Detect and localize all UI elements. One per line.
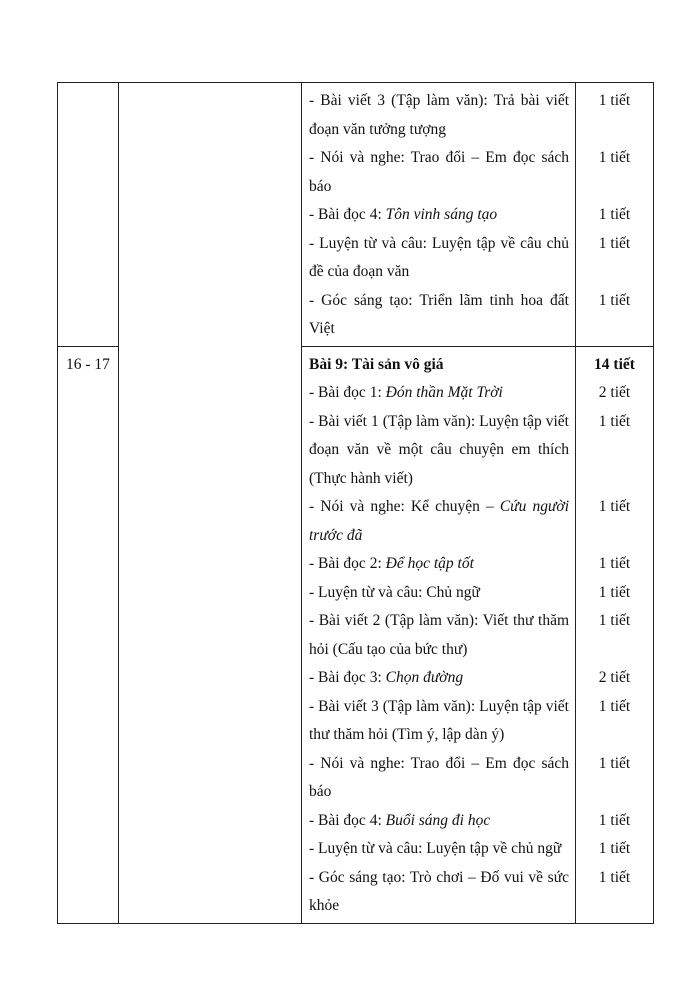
hours-value: 1 tiết xyxy=(598,754,631,772)
list-item: - Bài viết 3 (Tập làm văn): Trả bài viết đoạn văn tưởng tượng xyxy=(309,92,569,138)
week-cell xyxy=(58,83,119,347)
list-item: - Bài đọc 2: Để học tập tốt xyxy=(309,555,474,572)
table-row xyxy=(58,83,654,347)
hours-cell xyxy=(576,83,654,347)
hours-value: 1 tiết xyxy=(598,206,631,223)
list-item: - Bài đọc 4: Tôn vinh sáng tạo xyxy=(309,206,498,223)
list-item: - Bài đọc 4: Buổi sáng đi học xyxy=(309,811,491,829)
content-cell xyxy=(302,83,576,347)
hours-value: 1 tiết xyxy=(598,811,631,829)
content-cell xyxy=(302,346,576,923)
hours-value: 1 tiết xyxy=(598,92,631,109)
list-item: - Góc sáng tạo: Triển lãm tinh hoa đất Việt xyxy=(309,291,569,337)
list-item: - Bài viết 3 (Tập làm văn): Luyện tập viết thư thăm hỏi (Tìm ý, lập dàn ý) xyxy=(309,697,569,743)
hours-value: 1 tiết xyxy=(598,555,631,572)
hours-value: 1 tiết xyxy=(598,583,631,601)
hours-value: 1 tiết xyxy=(598,697,631,715)
hours-value: 2 tiết xyxy=(598,669,631,686)
heading-hours-value: 14 tiết xyxy=(594,355,635,373)
list-item: - Luyện từ và câu: Luyện tập về câu chủ đề của đoạn văn xyxy=(309,234,569,280)
list-item: - Nói và nghe: Kể chuyện – Cứu người trước đã xyxy=(309,498,569,544)
hours-value: 1 tiết xyxy=(598,498,631,515)
hours-value: 1 tiết xyxy=(598,234,631,252)
week-cell: 16 - 17 xyxy=(58,346,119,923)
hours-value: 1 tiết xyxy=(598,149,631,166)
hours-value: 1 tiết xyxy=(598,612,631,629)
hours-value: 1 tiết xyxy=(598,291,631,309)
lesson-plan-table xyxy=(57,82,654,924)
list-item: - Bài đọc 3: Chọn đường xyxy=(309,669,464,686)
hours-value: 1 tiết xyxy=(598,868,631,886)
list-item: - Góc sáng tạo: Trò chơi – Đố vui về sức khỏe xyxy=(309,868,569,914)
hours-value: 1 tiết xyxy=(598,412,631,430)
hours-value: 1 tiết xyxy=(598,840,631,857)
lesson-heading: Bài 9: Tài sản vô giá xyxy=(309,355,444,373)
list-item: - Bài viết 1 (Tập làm văn): Luyện tập viết đoạn văn về một câu chuyện em thích (Thực hành viết) xyxy=(309,412,569,487)
list-item: - Bài đọc 1: Đón thần Mặt Trời xyxy=(309,384,503,401)
hours-value: 2 tiết xyxy=(598,384,631,401)
list-item: - Luyện từ và câu: Chủ ngữ xyxy=(309,583,480,601)
empty-column-cell xyxy=(119,83,302,924)
list-item: - Luyện từ và câu: Luyện tập về chủ ngữ xyxy=(309,840,562,857)
list-item: - Nói và nghe: Trao đổi – Em đọc sách báo xyxy=(309,754,569,800)
hours-cell xyxy=(576,346,654,923)
list-item: - Nói và nghe: Trao đổi – Em đọc sách báo xyxy=(309,149,569,195)
list-item: - Bài viết 2 (Tập làm văn): Viết thư thăm hỏi (Cấu tạo của bức thư) xyxy=(309,612,569,658)
